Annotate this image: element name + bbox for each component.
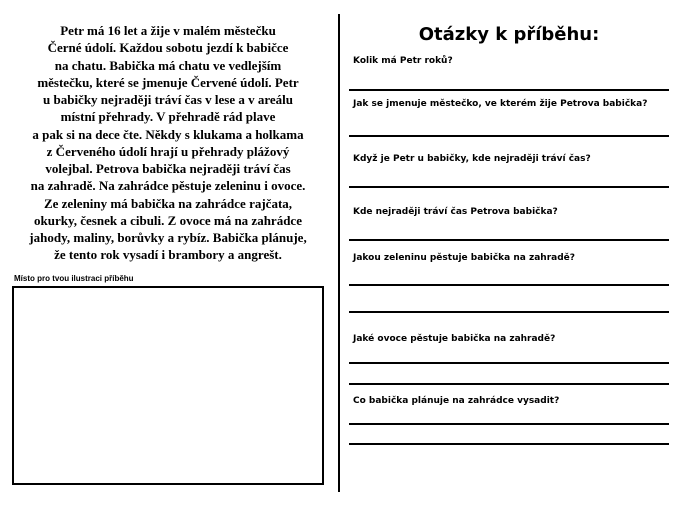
questions-title: Otázky k příběhu: [418,24,600,45]
question-2: Jak se jmenuje městečko, ve kterém žije Petrova babička? [353,99,648,109]
illustration-label: Místo pro tvou ilustraci příběhu [14,274,134,283]
story-line: na chatu. Babička má chatu ve vedlejším [54,57,282,73]
story-line: jahody, maliny, borůvky a rybíz. Babička plánuje, [29,230,307,245]
story-line: volejbal. Petrova babička nejraději tráví čas [45,161,291,176]
story-line: že tento rok vysadí i brambory a angrešt. [54,247,282,263]
question-3: Když je Petr u babičky, kde nejraději tráví čas? [353,154,591,164]
story-line: Petr má 16 let a žije v malém městečku [60,23,276,38]
story-line: městečku, které se jmenuje Červené údolí. Petr [37,74,299,90]
question-4: Kde nejraději tráví čas Petrova babička? [353,207,558,217]
story-line: z Červeného údolí hrají u přehrady plážový [46,143,290,159]
answer-line-1a[interactable] [349,89,669,91]
question-6: Jaké ovoce pěstuje babička na zahradě? [353,334,556,344]
answer-line-6a[interactable] [349,362,669,364]
story-line: na zahradě. Na zahrádce pěstuje zeleninu i ovoce. [30,178,306,194]
answer-line-7a[interactable] [349,423,669,425]
answer-line-5b[interactable] [349,311,669,313]
answer-line-2a[interactable] [349,135,669,137]
story-line: místní přehrady. V přehradě rád plave [60,109,276,125]
answer-line-4a[interactable] [349,239,669,241]
answer-line-6b[interactable] [349,383,669,385]
question-1: Kolik má Petr roků? [353,56,453,66]
story-line: Ze zeleniny má babička na zahrádce rajčata, [43,195,293,211]
story-line: Černé údolí. Každou sobotu jezdí k babičce [47,40,289,56]
column-divider [338,14,340,492]
illustration-box[interactable] [12,286,324,485]
story-line: a pak si na dece čte. Někdy s klukama a holkama [32,126,304,142]
story-line: okurky, česnek a cibuli. Z ovoce má na zahrádce [34,212,302,228]
question-5: Jakou zeleninu pěstuje babička na zahradě? [353,253,575,263]
answer-line-5a[interactable] [349,284,669,286]
story-text [8,22,328,264]
question-7: Co babička plánuje na zahrádce vysadit? [353,396,560,406]
story-line: u babičky nejraději tráví čas v lese a v areálu [43,92,293,107]
answer-line-7b[interactable] [349,443,669,445]
answer-line-3a[interactable] [349,186,669,188]
